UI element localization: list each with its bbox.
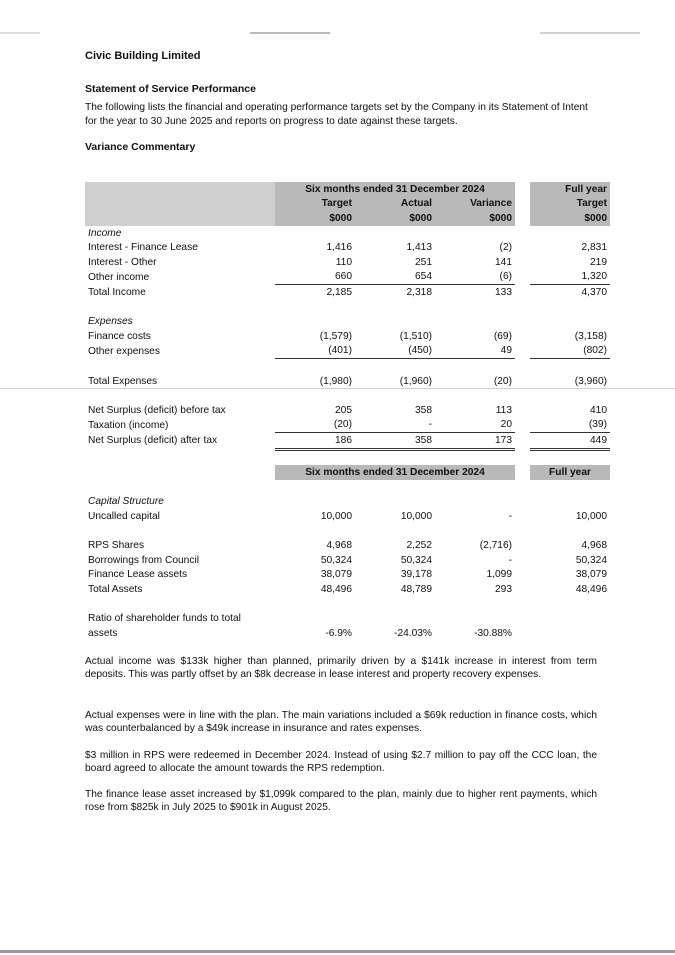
full-year-cell: 410 bbox=[590, 404, 607, 416]
actual-cell: 50,324 bbox=[400, 554, 432, 566]
target-cell: 186 bbox=[275, 433, 355, 450]
row-label: Total Income bbox=[88, 286, 146, 298]
row-label: Other expenses bbox=[88, 345, 160, 357]
table-subheader-row bbox=[85, 197, 610, 212]
total-assets-row bbox=[85, 582, 610, 597]
table-unit-row bbox=[85, 211, 610, 226]
table-row bbox=[85, 538, 610, 553]
capital-header-row bbox=[85, 465, 610, 480]
variance-cell: (6) bbox=[435, 270, 515, 285]
variance-cell: 173 bbox=[435, 433, 515, 450]
target-cell: (1,980) bbox=[319, 375, 352, 387]
full-year-cell: (3,158) bbox=[574, 330, 607, 342]
col-fullyear-target-header: Target bbox=[530, 197, 610, 212]
variance-cell: 20 bbox=[435, 418, 515, 433]
row-label: Other income bbox=[88, 271, 150, 283]
commentary-paragraph: $3 million in RPS were redeemed in December 2024. Instead of using $2.7 million to pay off the CCC loan, the board agreed to allocate the amount towards the RPS redemption. bbox=[85, 750, 597, 774]
period-header: Six months ended 31 December 2024 bbox=[275, 182, 515, 197]
full-year-cell: 449 bbox=[530, 433, 610, 450]
variance-cell: 141 bbox=[495, 256, 512, 268]
target-cell: 2,185 bbox=[326, 286, 352, 298]
capital-period-header: Six months ended 31 December 2024 bbox=[275, 465, 515, 480]
scan-top-artifact bbox=[0, 22, 675, 26]
full-year-header: Full year bbox=[530, 182, 610, 197]
subsection-title: Variance Commentary bbox=[85, 141, 196, 153]
variance-cell: - bbox=[508, 554, 512, 566]
actual-cell: 2,252 bbox=[406, 540, 432, 552]
commentary-paragraph: Actual expenses were in line with the plan. The main variations included a $69k reduction in finance costs, which was counterbalanced by a $49k increase in insurance and rates expenses. bbox=[85, 710, 597, 734]
ratio-label-cont: assets bbox=[88, 627, 118, 639]
ratio-label: Ratio of shareholder funds to total bbox=[88, 613, 241, 625]
actual-cell: 39,178 bbox=[400, 569, 432, 581]
variance-cell: (20) bbox=[493, 375, 512, 387]
unit-label: $000 bbox=[435, 211, 515, 226]
ratio-row-line1 bbox=[85, 611, 610, 626]
target-cell: 4,968 bbox=[326, 540, 352, 552]
full-year-cell: 48,496 bbox=[575, 583, 607, 595]
full-year-cell: 10,000 bbox=[575, 510, 607, 522]
actual-cell: 358 bbox=[355, 433, 435, 450]
actual-cell: (1,510) bbox=[399, 330, 432, 342]
variance-cell: 49 bbox=[435, 344, 515, 359]
table-row bbox=[85, 418, 610, 433]
row-label: Total Assets bbox=[88, 583, 143, 595]
variance-cell: -30.88% bbox=[474, 627, 512, 639]
table-row bbox=[85, 329, 610, 344]
row-label: Total Expenses bbox=[88, 375, 158, 387]
variance-cell: - bbox=[508, 510, 512, 522]
col-variance-header: Variance bbox=[435, 197, 515, 212]
actual-cell: 10,000 bbox=[400, 510, 432, 522]
target-cell: 38,079 bbox=[320, 569, 352, 581]
total-income-row bbox=[85, 285, 610, 300]
variance-cell: (69) bbox=[493, 330, 512, 342]
target-cell: 10,000 bbox=[320, 510, 352, 522]
full-year-cell: 4,968 bbox=[581, 540, 607, 552]
full-year-cell: 2,831 bbox=[581, 242, 607, 254]
actual-cell: -24.03% bbox=[394, 627, 432, 639]
table-row bbox=[85, 240, 610, 255]
row-label: Finance costs bbox=[88, 330, 151, 342]
row-label: Interest - Finance Lease bbox=[88, 242, 198, 254]
uncalled-capital-row bbox=[85, 509, 610, 524]
variance-cell: 293 bbox=[495, 583, 512, 595]
target-cell: 110 bbox=[335, 256, 352, 268]
variance-cell: 1,099 bbox=[486, 569, 512, 581]
target-cell: 50,324 bbox=[320, 554, 352, 566]
target-cell: 205 bbox=[335, 404, 352, 416]
full-year-cell: 38,079 bbox=[575, 569, 607, 581]
total-expenses-row bbox=[85, 374, 610, 389]
income-heading: Income bbox=[88, 227, 122, 239]
target-cell: -6.9% bbox=[325, 627, 352, 639]
ratio-row bbox=[85, 626, 610, 641]
table-row bbox=[85, 553, 610, 568]
full-year-cell: 1,320 bbox=[530, 270, 610, 285]
target-cell: 48,496 bbox=[320, 583, 352, 595]
table-header-row bbox=[85, 182, 610, 197]
table-row bbox=[85, 403, 610, 418]
variance-cell: 113 bbox=[495, 404, 512, 416]
net-surplus-row bbox=[85, 433, 610, 450]
commentary-paragraph: Actual income was $133k higher than planned, primarily driven by a $141k increase in interest from term deposits. This was partly offset by an $8k decrease in lease interest and property recovery expenses. bbox=[85, 656, 597, 680]
unit-label: $000 bbox=[355, 211, 435, 226]
capital-full-year-header: Full year bbox=[530, 465, 610, 480]
row-label: Taxation (income) bbox=[88, 419, 169, 431]
actual-cell: 1,413 bbox=[406, 242, 432, 254]
scan-divider-line bbox=[0, 388, 675, 389]
col-target-header: Target bbox=[275, 197, 355, 212]
table-row bbox=[85, 344, 610, 359]
actual-cell: 251 bbox=[415, 256, 432, 268]
actual-cell: (450) bbox=[355, 344, 435, 359]
expenses-heading: Expenses bbox=[88, 316, 133, 328]
section-title: Statement of Service Performance bbox=[85, 83, 256, 95]
full-year-cell: (39) bbox=[530, 418, 610, 433]
variance-cell: (2,716) bbox=[479, 540, 512, 552]
target-cell: (20) bbox=[275, 418, 355, 433]
actual-cell: - bbox=[355, 418, 435, 433]
unit-label: $000 bbox=[530, 211, 610, 226]
company-name: Civic Building Limited bbox=[85, 50, 201, 62]
row-label: Interest - Other bbox=[88, 256, 157, 268]
actual-cell: (1,960) bbox=[399, 375, 432, 387]
full-year-cell: 50,324 bbox=[575, 554, 607, 566]
full-year-cell: 4,370 bbox=[581, 286, 607, 298]
target-cell: 660 bbox=[275, 270, 355, 285]
row-label: Net Surplus (deficit) before tax bbox=[88, 404, 226, 416]
full-year-cell: 219 bbox=[590, 256, 607, 268]
actual-cell: 48,789 bbox=[400, 583, 432, 595]
table-row bbox=[85, 255, 610, 270]
scan-bottom-edge bbox=[0, 950, 675, 953]
scan-artifact-marks bbox=[0, 31, 675, 35]
table-row bbox=[85, 270, 610, 285]
full-year-cell: (3,960) bbox=[574, 375, 607, 387]
table-row bbox=[85, 567, 610, 582]
intro-paragraph: The following lists the financial and operating performance targets set by the Company in its Statement of Intent for the year to 30 June 2025 and reports on progress to date against these targets. bbox=[85, 102, 588, 127]
col-actual-header: Actual bbox=[355, 197, 435, 212]
actual-cell: 358 bbox=[415, 404, 432, 416]
row-label: Net Surplus (deficit) after tax bbox=[88, 435, 218, 447]
target-cell: (401) bbox=[275, 344, 355, 359]
unit-label: $000 bbox=[275, 211, 355, 226]
variance-cell: (2) bbox=[499, 242, 512, 254]
row-label: RPS Shares bbox=[88, 540, 145, 552]
actual-cell: 654 bbox=[355, 270, 435, 285]
full-year-cell: (802) bbox=[530, 344, 610, 359]
row-label: Uncalled capital bbox=[88, 510, 160, 522]
row-label: Finance Lease assets bbox=[88, 569, 188, 581]
target-cell: (1,579) bbox=[319, 330, 352, 342]
financial-performance-table bbox=[85, 182, 610, 640]
target-cell: 1,416 bbox=[326, 242, 352, 254]
capital-heading: Capital Structure bbox=[88, 496, 164, 508]
variance-cell: 133 bbox=[495, 286, 512, 298]
actual-cell: 2,318 bbox=[406, 286, 432, 298]
commentary-paragraph: The finance lease asset increased by $1,099k compared to the plan, mainly due to higher rent payments, which rose from $825k in July 2025 to $901k in August 2025. bbox=[85, 789, 597, 813]
row-label: Borrowings from Council bbox=[88, 554, 199, 566]
